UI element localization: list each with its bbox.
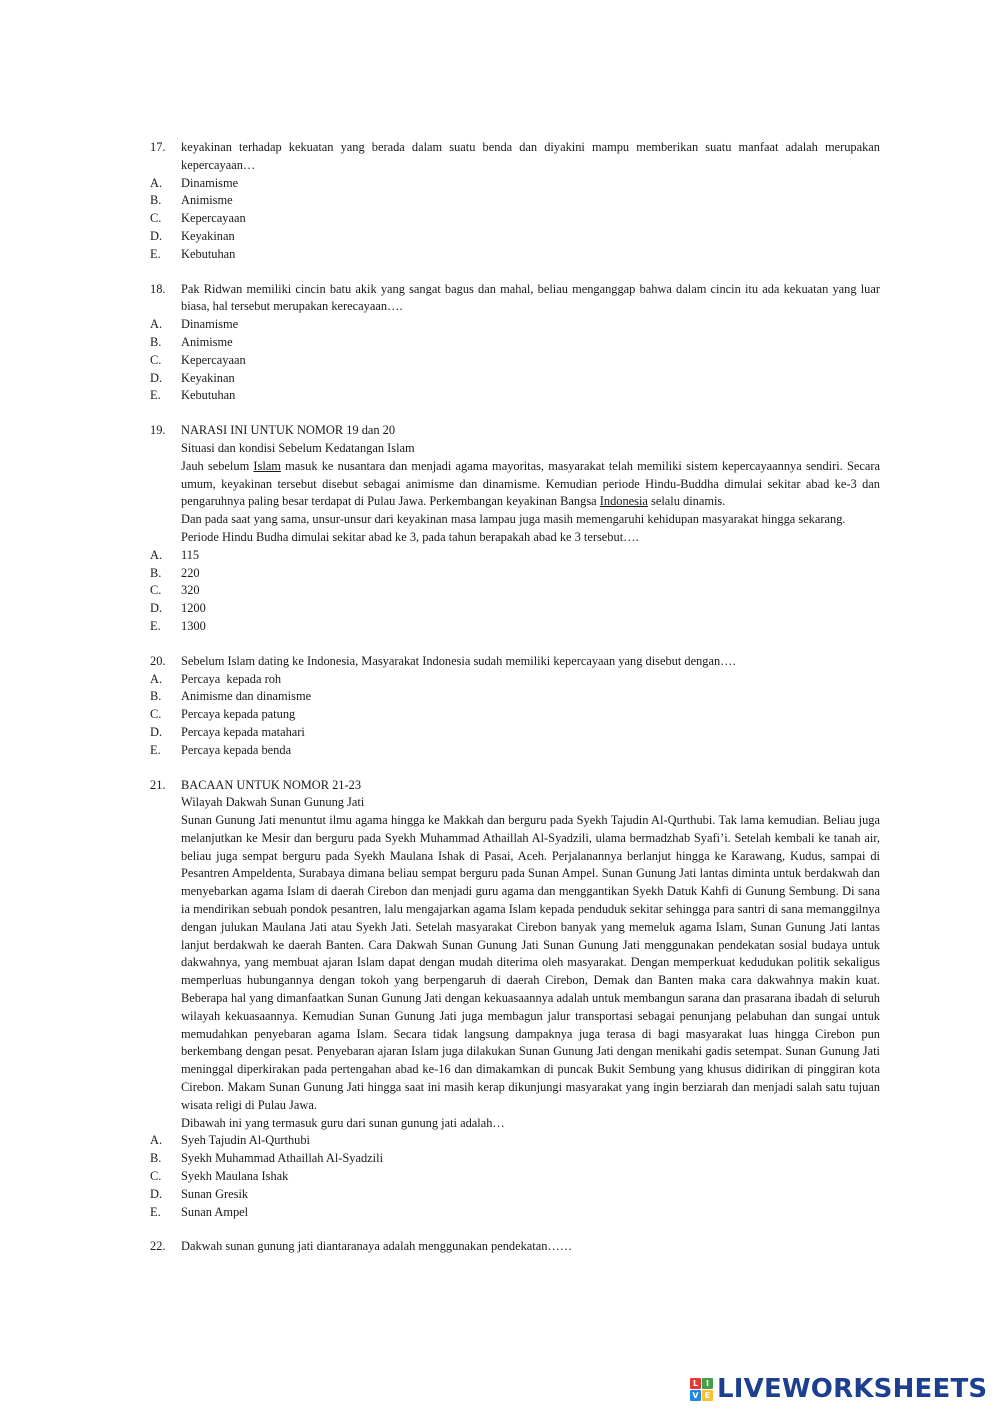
- option-text: Percaya kepada roh: [181, 671, 282, 686]
- question-number: 22.: [150, 1239, 166, 1254]
- option-a[interactable]: [150, 547, 880, 565]
- logo-block: E: [702, 1390, 713, 1401]
- question-text: Periode Hindu Budha dimulai sekitar abad ke 3, pada tahun berapakah abad ke 3 tersebut….: [181, 529, 639, 544]
- option-b[interactable]: [150, 334, 880, 352]
- question-20: [150, 653, 880, 760]
- option-text: 1300: [181, 618, 206, 633]
- option-a[interactable]: [150, 316, 880, 334]
- option-letter: D.: [150, 601, 163, 616]
- option-text: Dinamisme: [181, 317, 239, 332]
- link-islam[interactable]: Islam: [253, 458, 281, 473]
- paragraph-text: selalu dinamis.: [647, 494, 726, 509]
- option-text: Percaya kepada benda: [181, 742, 292, 757]
- question-number: 20.: [150, 653, 166, 668]
- link-indonesia[interactable]: Indonesia: [599, 494, 648, 509]
- question-17: [150, 139, 880, 264]
- option-letter: D.: [150, 724, 163, 739]
- question-text: keyakinan terhadap kekuatan yang berada dalam suatu benda dan diyakini mampu memberikan suatu manfaat adalah merupakan kepercayaan…: [181, 140, 880, 172]
- reading-subheading: Wilayah Dakwah Sunan Gunung Jati: [181, 795, 365, 810]
- option-e[interactable]: [150, 618, 880, 636]
- question-21: [150, 777, 880, 1222]
- worksheet: [150, 139, 880, 1273]
- question-text: Sebelum Islam dating ke Indonesia, Masyarakat Indonesia sudah memiliki kepercayaan yang disebut dengan….: [181, 653, 736, 668]
- option-text: 1200: [181, 601, 206, 616]
- option-text: Keyakinan: [181, 370, 235, 385]
- narration-subheading: Situasi dan kondisi Sebelum Kedatangan Islam: [181, 440, 415, 455]
- option-letter: A.: [150, 671, 163, 686]
- narration-paragraph-1: [181, 458, 880, 511]
- option-b[interactable]: [150, 688, 880, 706]
- option-letter: E.: [150, 246, 161, 261]
- option-c[interactable]: [150, 210, 880, 228]
- option-letter: C.: [150, 583, 162, 598]
- liveworksheets-logo[interactable]: [690, 1374, 987, 1404]
- option-text: Animisme: [181, 334, 233, 349]
- option-letter: A.: [150, 317, 163, 332]
- option-text: 320: [181, 583, 200, 598]
- option-letter: B.: [150, 689, 162, 704]
- option-letter: E.: [150, 1204, 161, 1219]
- option-b[interactable]: [150, 1150, 880, 1168]
- option-a[interactable]: [150, 1132, 880, 1150]
- question-text: Dibawah ini yang termasuk guru dari sunan gunung jati adalah…: [181, 1115, 505, 1130]
- option-letter: D.: [150, 228, 163, 243]
- option-letter: C.: [150, 211, 162, 226]
- option-letter: A.: [150, 547, 163, 562]
- reading-passage: Sunan Gunung Jati menuntut ilmu agama hingga ke Makkah dan berguru pada Syekh Tajudin Al-Qurthubi. Tak lama kemudian. Beliau juga melanjutkan ke Mesir dan berguru pada Syekh Muhammad Athaillah Al-Syadzili, ulama bermadzhab Syafi’i. Setelah kembali ke tanah air, beliau juga sempat berguru pada Syekh Maulana Ishak di Pasai, Aceh. Perjalanannya berlanjut hingga ke Karawang, Kudus, sampai di Pesantren Ampeldenta, Surabaya dimana beliau sempat berguru pada Sunan Ampel. Sunan Gunung Jati lantas diminta untuk berdakwah dan menyebarkan agama Islam di daerah Cirebon dan menjadi guru agama dan menggantikan Syekh Datuk Kahfi di Gunung Sembung. Di sana ia mendirikan sebuah pondok pesantren, lalu mengajarkan agama Islam kepada penduduk sekitar sehingga para santri di sana memanggilnya dengan julukan Maulana Jati atau Syekh Jati. Setelah masyarakat Cirebon banyak yang memeluk agama Islam, Sunan Gunung Jati lantas lanjut berdakwah ke daerah Banten. Cara Dakwah Sunan Gunung Jati Sunan Gunung Jati menggunakan pendekatan sosial budaya untuk dakwahnya, yang membuat ajaran Islam dapat dengan mudah diterima oleh masyarakat. Dengan memperkuat kedudukan politik sekaligus memperluas hubungannya dengan tokoh yang berpengaruh di daerah Cirebon, Demak dan Banten maka cara dakwahnya makin kuat. Beberapa hal yang dimanfaatkan Sunan Gunung Jati dengan kekuasaannya adalah untuk membangun sarana dan prasarana ibadah di seluruh wilayah kekuasaannya. Kemudian Sunan Gunung Jati juga membagun jalur transportasi sebagai penunjang pelabuhan dan sungai untuk memudahkan penyebaran agama Islam. Secara tidak langsung dampaknya juga terasa di bagi masyarakat luas hingga Cirebon pun berkembang dengan pesat. Penyebaran ajaran Islam juga dilakukan Sunan Gunung Jati dengan menikahi gadis setempat. Sunan Gunung Jati meninggal diperkirakan pada pertengahan abad ke-16 dan dimakamkan di puncak Bukit Sembung yang khusus didirikan di pinggiran kota Cirebon. Makam Sunan Gunung Jati hingga saat ini masih kerap dikunjungi masyarakat yang ingin berziarah dan menjadi salah satu tujuan wisata religi di Pulau Jawa.: [181, 813, 880, 1112]
- option-letter: E.: [150, 388, 161, 403]
- option-a[interactable]: [150, 175, 880, 193]
- option-text: Animisme dan dinamisme: [181, 689, 312, 704]
- option-b[interactable]: [150, 565, 880, 583]
- paragraph-text: masuk ke nusantara dan menjadi agama mayoritas, masyarakat telah memiliki sistem kepercayaannya sendiri. Secara umum, keyakinan tersebut disebut sebagai animisme dan dinamisme. Kemudian periode Hindu-Buddha dimulai sekitar abad ke-3 dan pengaruhnya paling besar terdapat di Pulau Jawa. Perkembangan keyakinan Bangsa: [181, 458, 880, 509]
- option-letter: D.: [150, 1186, 163, 1201]
- logo-wordmark: LIVEWORKSHEETS: [717, 1374, 988, 1404]
- option-e[interactable]: [150, 387, 880, 405]
- option-text: Sunan Gresik: [181, 1186, 249, 1201]
- paragraph-text: Jauh sebelum: [181, 458, 254, 473]
- option-letter: B.: [150, 334, 162, 349]
- option-text: Kebutuhan: [181, 246, 236, 261]
- option-letter: B.: [150, 193, 162, 208]
- option-c[interactable]: [150, 1168, 880, 1186]
- question-22: [150, 1238, 880, 1256]
- option-text: Percaya kepada patung: [181, 707, 296, 722]
- option-letter: B.: [150, 565, 162, 580]
- option-text: Syekh Muhammad Athaillah Al-Syadzili: [181, 1151, 384, 1166]
- option-text: Syeh Tajudin Al-Qurthubi: [181, 1133, 310, 1148]
- option-text: 115: [181, 547, 200, 562]
- option-a[interactable]: [150, 671, 880, 689]
- option-d[interactable]: [150, 1186, 880, 1204]
- option-letter: C.: [150, 707, 162, 722]
- narration-heading: NARASI INI UNTUK NOMOR 19 dan 20: [181, 423, 396, 438]
- logo-block: V: [690, 1390, 701, 1401]
- option-letter: B.: [150, 1151, 162, 1166]
- option-letter: E.: [150, 742, 161, 757]
- option-text: Kebutuhan: [181, 388, 236, 403]
- option-b[interactable]: [150, 192, 880, 210]
- option-text: 220: [181, 565, 200, 580]
- option-letter: D.: [150, 370, 163, 385]
- option-c[interactable]: [150, 582, 880, 600]
- option-text: Percaya kepada matahari: [181, 724, 305, 739]
- option-letter: C.: [150, 352, 162, 367]
- question-number: 21.: [150, 777, 166, 792]
- option-text: Dinamisme: [181, 175, 239, 190]
- question-text: Dakwah sunan gunung jati diantaranaya adalah menggunakan pendekatan……: [181, 1239, 573, 1254]
- option-c[interactable]: [150, 706, 880, 724]
- option-text: Keyakinan: [181, 228, 235, 243]
- option-e[interactable]: [150, 246, 880, 264]
- question-number: 17.: [150, 140, 166, 154]
- option-letter: A.: [150, 1133, 163, 1148]
- logo-block: I: [702, 1378, 713, 1389]
- option-d[interactable]: [150, 370, 880, 388]
- question-number: 18.: [150, 281, 166, 296]
- option-text: Kepercayaan: [181, 211, 246, 226]
- option-d[interactable]: [150, 600, 880, 618]
- question-19: [150, 422, 880, 636]
- question-18: [150, 281, 880, 406]
- option-letter: C.: [150, 1169, 162, 1184]
- option-e[interactable]: [150, 1204, 880, 1222]
- option-e[interactable]: [150, 742, 880, 760]
- option-text: Kepercayaan: [181, 352, 246, 367]
- option-text: Syekh Maulana Ishak: [181, 1169, 289, 1184]
- option-d[interactable]: [150, 228, 880, 246]
- option-letter: E.: [150, 618, 161, 633]
- option-c[interactable]: [150, 352, 880, 370]
- logo-block: L: [690, 1378, 701, 1389]
- reading-heading: BACAAN UNTUK NOMOR 21-23: [181, 777, 362, 792]
- question-number: 19.: [150, 423, 166, 438]
- option-letter: A.: [150, 175, 163, 190]
- question-text: Pak Ridwan memiliki cincin batu akik yang sangat bagus dan mahal, beliau menganggap bahwa dalam cincin itu ada kekuatan yang luar biasa, hal tersebut merupakan kerecayaan….: [181, 281, 880, 314]
- option-d[interactable]: [150, 724, 880, 742]
- option-text: Sunan Ampel: [181, 1204, 249, 1219]
- narration-paragraph-2: Dan pada saat yang sama, unsur-unsur dari keyakinan masa lampau juga masih memengaruhi kehidupan masyarakat hingga sekarang.: [181, 512, 846, 527]
- logo-blocks-icon: [690, 1378, 713, 1401]
- option-text: Animisme: [181, 193, 233, 208]
